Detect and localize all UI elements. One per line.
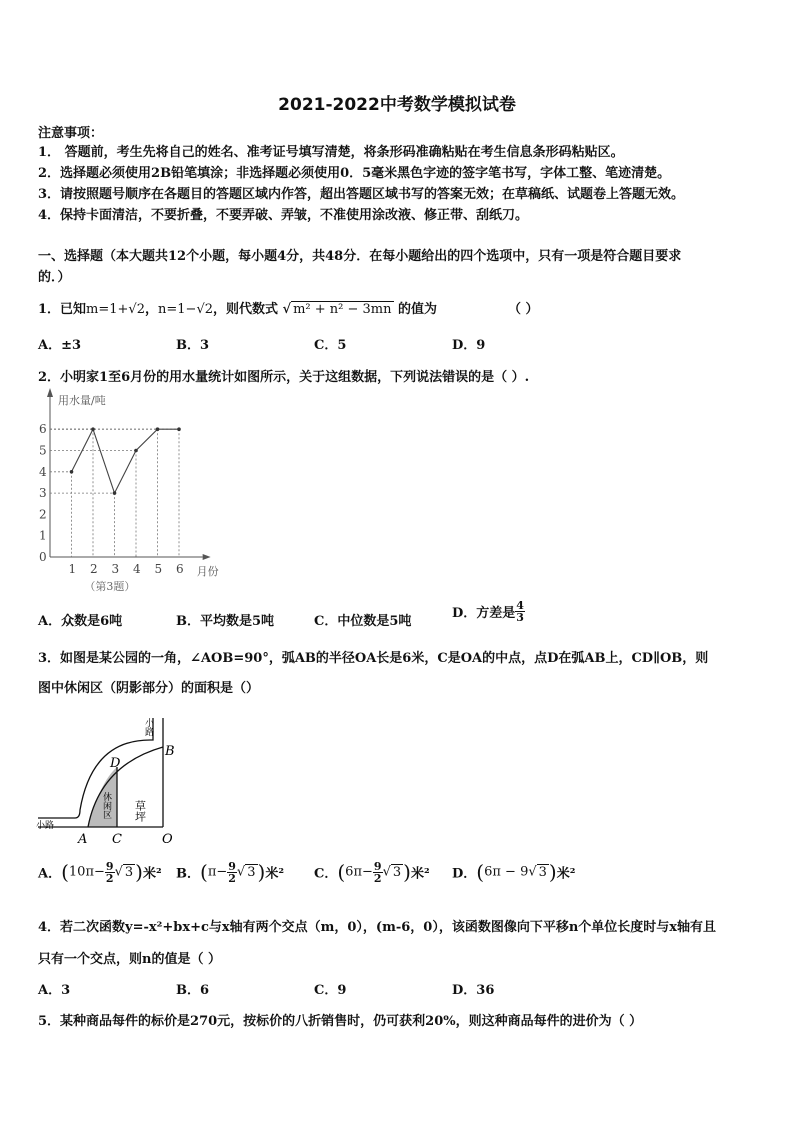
left-road-label: 小路 [36, 821, 55, 831]
frac-denominator: 3 [516, 611, 524, 624]
q2-option-d-fraction [515, 600, 525, 623]
q1-option-c: C．5 [314, 338, 347, 353]
x-tick-label: 5 [154, 562, 163, 576]
q1-prefix: 1．已知 [38, 302, 87, 317]
notice-item: 4．保持卡面清洁，不要折叠，不要弄破、弄皱，不准使用涂改液、修正带、刮纸刀。 [38, 208, 529, 223]
data-point [177, 427, 181, 431]
data-point [156, 427, 160, 431]
q1-option-b: B．3 [176, 338, 210, 353]
point-c-label: C [112, 832, 122, 847]
option-term: 10π [68, 864, 94, 880]
q4-option-d: D．36 [452, 983, 495, 998]
y-axis-label: 用水量/吨 [58, 394, 106, 407]
y-tick-label: 3 [39, 486, 47, 501]
page-title: 2021-2022中考数学模拟试卷 [278, 95, 516, 115]
option-fraction [105, 861, 115, 884]
q1-option-d: D．9 [452, 338, 486, 353]
frac-numerator: 9 [228, 859, 236, 873]
option-letter: A． [38, 866, 62, 882]
q1-sep: ， [145, 302, 159, 317]
option-unit: 米² [410, 866, 430, 882]
notice-item: 2．选择题必须使用2B铅笔填涂；非选择题必须使用0．5毫米黑色字迹的签字笔书写，字体工整、笔迹清楚。 [38, 166, 671, 181]
q1-n-expr: n=1−√2 [158, 302, 213, 317]
option-term: 6π − 9 [484, 864, 529, 880]
x-axis-label: 月份 [196, 565, 219, 578]
option-unit: 米² [142, 866, 162, 882]
y-tick-label: 5 [39, 443, 47, 458]
point-b-label: B [165, 744, 175, 759]
y-tick-label: 4 [39, 464, 47, 479]
data-point [113, 491, 117, 495]
frac-numerator: 9 [105, 859, 114, 873]
radicand: 3 [124, 864, 134, 880]
frac-denominator: 2 [373, 871, 382, 885]
x-tick-label: 6 [176, 562, 184, 576]
q3-option-a: A．(10π− $\frac{9}{2}$ √ 3 )米² [38, 859, 162, 885]
frac-denominator: 2 [105, 871, 114, 885]
x-tick-label: 1 [68, 562, 77, 576]
y-tick-label: 2 [39, 507, 47, 522]
notice-item: 1． 答题前，考生先将自己的姓名、准考证号填写清楚，将条形码准确粘贴在考生信息条形码粘贴区。 [38, 145, 624, 160]
grass-label: 草坪 [133, 800, 147, 822]
water-usage-chart [30, 385, 235, 600]
question-3-cont: 图中休闲区（阴影部分）的面积是（） [38, 681, 260, 696]
x-tick-label: 3 [111, 562, 120, 576]
frac-numerator: 4 [516, 599, 524, 612]
option-unit: 米² [556, 866, 576, 882]
q1-root-expr: m² + n² − 3mn [293, 302, 392, 317]
q1-suffix: 的值为 [398, 302, 438, 317]
q3-option-c: C．(6π− $\frac{9}{2}$ √ 3 )米² [314, 859, 430, 885]
point-a-label: A [78, 832, 88, 847]
x-axis-arrow [203, 554, 211, 560]
option-fraction [227, 861, 237, 884]
question-4-cont: 只有一个交点，则n的值是（ ） [38, 952, 221, 967]
q4-option-b: B．6 [176, 983, 210, 998]
section-heading: 一、选择题（本大题共12个小题，每小题4分，共48分．在每小题给出的四个选项中，只有一项是符合题目要求 [38, 249, 682, 264]
point-o-label: O [162, 832, 173, 847]
y-tick-label: 6 [39, 422, 47, 437]
option-unit: 米² [265, 866, 285, 882]
question-2: 2．小明家1至6月份的用水量统计如图所示，关于这组数据，下列说法错误的是（ ）. [38, 370, 530, 385]
option-fraction [373, 861, 383, 884]
question-4: 4．若二次函数y=-x²+bx+c与x轴有两个交点（m，0），(m-6，0），该函数图像向下平移n个单位长度时与x轴有且 [38, 920, 717, 935]
question-3: 3．如图是某公园的一角，∠AOB=90°，弧AB的半径OA长是6米，C是OA的中点，点D在弧AB上，CD∥OB，则 [38, 651, 709, 666]
q1-answer-blank: （ ） [508, 302, 539, 317]
question-1: 1．已知m=1+√2，n=1−√2，则代数式 √ m² + n² − 3mn 的值为 [38, 302, 438, 317]
series-line [72, 429, 180, 493]
q2-option-d [452, 600, 525, 623]
park-figure [30, 700, 190, 850]
y-axis-arrow [47, 388, 53, 397]
radicand: 3 [247, 864, 256, 880]
option-letter: D． [452, 866, 477, 882]
q2-option-b: B．平均数是5吨 [176, 614, 275, 629]
q3-option-d: D．(6π − 9√ 3 )米² [452, 860, 576, 884]
q3-option-b: B．(π− $\frac{9}{2}$ √ 3 )米² [176, 859, 285, 885]
option-letter: C． [314, 866, 338, 882]
option-term: π [207, 864, 217, 880]
option-letter: B． [176, 866, 200, 882]
data-point [70, 470, 74, 474]
x-tick-label: 4 [133, 562, 141, 576]
radicand: 3 [392, 864, 402, 880]
y-tick-label: 1 [39, 528, 47, 543]
q2-option-c: C．中位数是5吨 [314, 614, 412, 629]
notice-item: 3．请按照题号顺序在各题目的答题区域内作答，超出答题区域书写的答案无效；在草稿纸、试题卷上答题无效。 [38, 187, 685, 202]
question-5: 5．某种商品每件的标价是270元，按标价的八折销售时，仍可获利20%，则这种商品每件的进价为（ ） [38, 1014, 643, 1029]
y-tick-label: 0 [39, 550, 47, 564]
data-point [91, 427, 95, 431]
q1-mid: ，则代数式 [213, 302, 279, 317]
radicand: 3 [538, 864, 547, 880]
option-term: 6π [345, 864, 362, 880]
point-d-label: D [110, 756, 121, 771]
leisure-label: 休闲区 [101, 792, 111, 819]
q1-m-expr: m=1+√2 [86, 302, 145, 317]
q4-option-c: C．9 [314, 983, 347, 998]
frac-denominator: 2 [228, 871, 236, 885]
data-point [134, 449, 138, 453]
q1-option-a: A．±3 [38, 338, 82, 353]
frac-numerator: 9 [373, 859, 382, 873]
top-road-label: 小路 [143, 718, 153, 736]
section-heading-cont: 的．） [38, 270, 71, 285]
q2-option-a: A．众数是6吨 [38, 614, 123, 629]
x-tick-label: 2 [90, 562, 98, 576]
notice-heading: 注意事项： [38, 126, 104, 141]
chart-caption: （第3题） [84, 580, 136, 593]
q2-option-d-label: D．方差是 [452, 606, 516, 621]
q4-option-a: A．3 [38, 983, 71, 998]
